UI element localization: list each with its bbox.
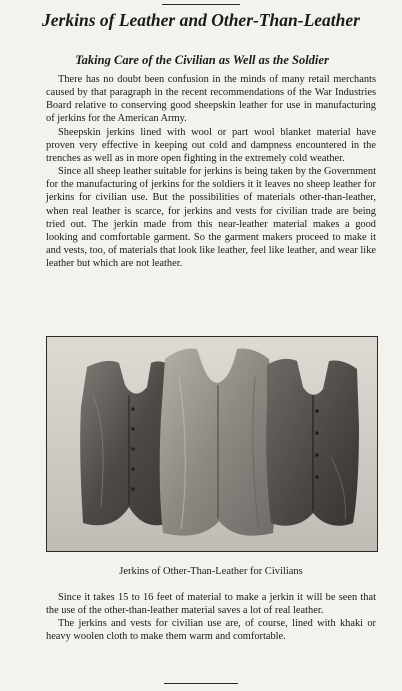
article-subtitle: Taking Care of the Civilian as Well as the Soldier bbox=[75, 53, 329, 67]
article-title: Jerkins of Leather and Other-Than-Leather bbox=[42, 10, 360, 30]
jerkins-illustration bbox=[47, 337, 377, 551]
jerkins-photo bbox=[46, 336, 378, 552]
intro-text bbox=[46, 73, 376, 270]
paragraph: Since all sheep leather suitable for jerkins is being taken by the Government for the manufacturing of jerkins for the soldiers it it leaves no sheep leather for jerkins for civilian use. But the possibilities of materials other-than-leather, when real leather is scarce, for jerkins and vests for civilian trade are being tried out. The jerkin made from this near-leather material makes a good looking and comfortable garment. So the garment makers proceed to make it and vests, too, of materials that look like leather, feel like leather, and wear like leather but which are not leather. bbox=[46, 166, 376, 270]
paragraph: The jerkins and vests for civilian use are, of course, lined with khaki or heavy woolen cloth to make them warm and comfortable. bbox=[46, 618, 376, 643]
top-divider bbox=[162, 4, 240, 5]
paragraph: Since it takes 15 to 16 feet of material to make a jerkin it will be seen that the use of the other-than-leather material saves a lot of real leather. bbox=[46, 592, 376, 617]
closing-text bbox=[46, 591, 376, 644]
paragraph: There has no doubt been confusion in the minds of many retail merchants caused by that paragraph in the recent recommendations of the War Industries Board relative to conserving good sheepskin leather for use in manufacturing of jerkins for the American Army. bbox=[46, 74, 376, 125]
figure-caption: Jerkins of Other-Than-Leather for Civilians bbox=[119, 566, 303, 577]
bottom-divider bbox=[164, 683, 238, 684]
paragraph: Sheepskin jerkins lined with wool or part wool blanket material have proven very effective in keeping out cold and dampness encountered in the trenches as well as in more open fighting in the extremely cold weather. bbox=[46, 126, 376, 164]
